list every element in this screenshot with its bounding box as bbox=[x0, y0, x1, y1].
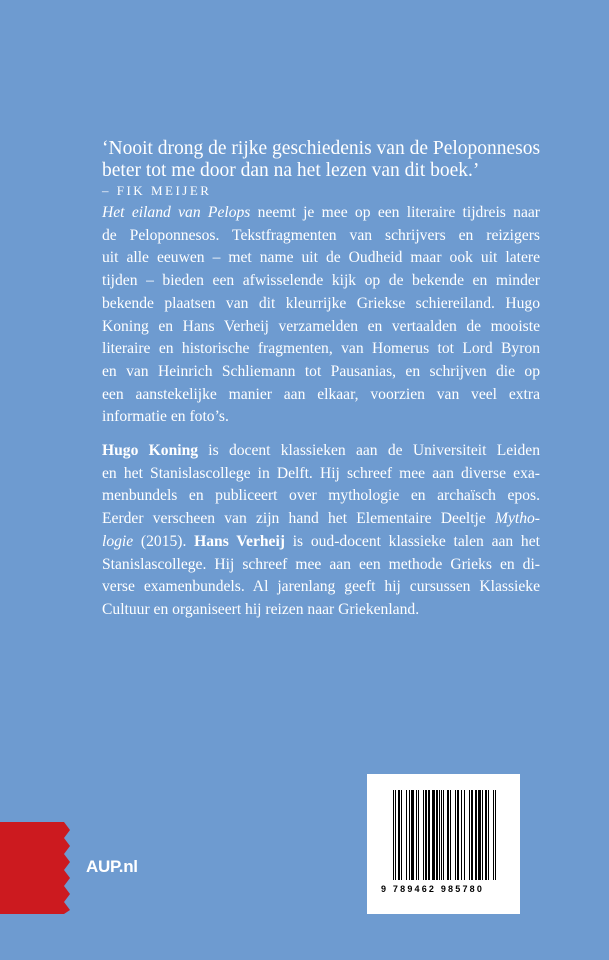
text-segment: en het Stanislascollege in Delft. Hij schreef mee aan diverse exa- bbox=[102, 464, 540, 482]
italic-text: Mytho- bbox=[494, 510, 540, 528]
text-line bbox=[102, 293, 540, 316]
text-segment: de Peloponnesos. Tekstfragmenten van schrijvers en reizigers bbox=[102, 226, 540, 244]
quote-line: ‘Nooit drong de rijke geschiedenis van de Peloponnesos bbox=[102, 138, 541, 159]
text-line bbox=[102, 485, 540, 508]
quote-line: beter tot me door dan na het lezen van dit boek.’ bbox=[102, 160, 480, 181]
text-segment: is oud-docent klassieke talen aan het bbox=[284, 532, 540, 550]
publisher-url[interactable]: AUP.nl bbox=[86, 857, 138, 876]
text-segment: (2015). bbox=[133, 532, 195, 550]
text-line bbox=[102, 270, 540, 293]
text-segment: informatie en foto’s. bbox=[102, 408, 229, 426]
book-description bbox=[102, 202, 540, 429]
endorsement-quote bbox=[102, 138, 572, 200]
italic-text: logie bbox=[102, 532, 134, 550]
text-line bbox=[102, 554, 540, 577]
text-line bbox=[102, 599, 540, 622]
text-segment: Cultuur en organiseert hij reizen naar Griekenland. bbox=[102, 600, 420, 618]
text-line bbox=[102, 338, 540, 361]
text-line bbox=[102, 384, 540, 407]
isbn-digits: 9 789462 985780 bbox=[381, 884, 485, 894]
text-line bbox=[102, 202, 540, 225]
text-line bbox=[102, 508, 540, 531]
text-segment: een aanstekelijke manier aan elkaar, voorzien van veel extra bbox=[102, 385, 540, 403]
text-segment: Eerder verscheen van zijn hand het Elementaire Deeltje bbox=[102, 510, 495, 528]
publisher-logo-mark bbox=[0, 822, 72, 914]
text-segment: Koning en Hans Verheij verzamelden en vertaalden de mooiste bbox=[102, 317, 540, 335]
bold-text: Hans Verheij bbox=[194, 532, 285, 550]
text-segment: menbundels en publiceert over mythologie en archaïsch epos. bbox=[102, 487, 540, 505]
text-line bbox=[102, 576, 540, 599]
text-segment: is docent klassieken aan de Universiteit Leiden bbox=[198, 442, 540, 459]
author-bios bbox=[102, 440, 540, 622]
text-segment: uit alle eeuwen – met name uit de Oudheid maar ook uit latere bbox=[102, 249, 540, 267]
text-segment: literaire en historische fragmenten, van Homerus tot Lord Byron bbox=[102, 340, 540, 358]
text-segment: Stanislascollege. Hij schreef mee aan een methode Grieks en di- bbox=[102, 555, 540, 573]
text-segment: en van Heinrich Schliemann tot Pausanias, en schrijven die op bbox=[102, 362, 540, 380]
text-line bbox=[102, 316, 540, 339]
text-segment: neemt je mee op een literaire tijdreis naar bbox=[250, 204, 540, 221]
bold-text: Hugo Koning bbox=[102, 442, 199, 459]
text-line bbox=[102, 440, 540, 463]
text-line bbox=[102, 463, 540, 486]
barcode-bars bbox=[393, 790, 505, 880]
text-line bbox=[102, 406, 540, 429]
text-segment: tijden – bieden een afwisselende kijk op de bekende en minder bbox=[102, 272, 540, 290]
text-line bbox=[102, 361, 540, 384]
italic-text: Het eiland van Pelops bbox=[102, 204, 251, 221]
text-line bbox=[102, 247, 540, 270]
isbn-barcode bbox=[367, 774, 520, 914]
text-line bbox=[102, 225, 540, 248]
text-segment: verse examenbundels. Al jarenlang geeft hij cursussen Klassieke bbox=[102, 578, 540, 596]
text-line bbox=[102, 531, 540, 554]
barcode-bar bbox=[496, 790, 497, 880]
text-segment: bekende plaatsen van dit kleurrijke Griekse schiereiland. Hugo bbox=[102, 294, 540, 312]
quote-attribution: – FIK MEIJER bbox=[102, 183, 212, 198]
